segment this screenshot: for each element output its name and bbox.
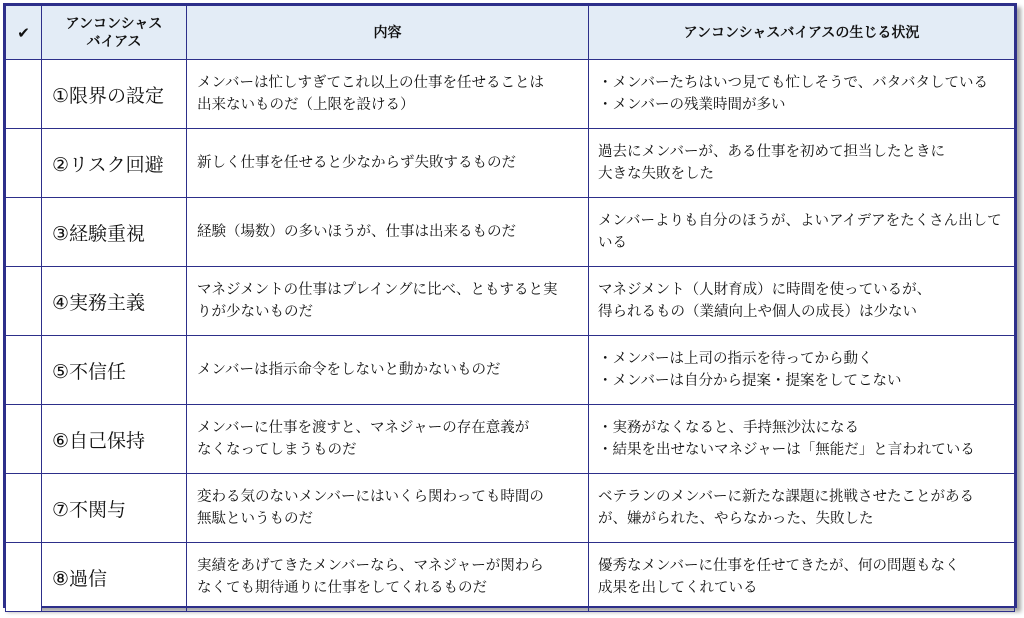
bias-name: ①限界の設定 [42,60,187,129]
bias-name: ⑧過信 [42,543,187,612]
checkmark-icon: ✔ [17,23,30,42]
table-row [6,543,1015,612]
bias-header-line2: バイアス [86,33,142,50]
bias-situation [589,60,1015,129]
table-row [6,60,1015,129]
situation-line: ・メンバーたちはいつ見ても忙しそうで、バタバタしている [598,75,989,91]
situation-line: ・結果を出せないマネジャーは「無能だ」と言われている [598,442,975,458]
bias-name: ③経験重視 [42,198,187,267]
check-cell[interactable] [6,198,42,267]
bias-content [187,543,589,612]
check-cell[interactable] [6,60,42,129]
bias-name: ②リスク回避 [42,129,187,198]
table-row [6,129,1015,198]
situation-line: 成果を出してくれている [598,580,758,596]
table-row [6,267,1015,336]
content-line: 経験（場数）の多いほうが、仕事は出来るものだ [197,224,516,240]
situation-line: メンバーよりも自分のほうが、よいアイデアをたくさん出して [598,213,1002,229]
check-cell[interactable] [6,129,42,198]
bias-content [187,60,589,129]
content-line: メンバーに仕事を渡すと、マネジャーの存在意義が [197,420,530,436]
content-line: 無駄というものだ [197,511,313,527]
content-line: 出来ないものだ（上限を設ける） [197,97,415,113]
situation-line: ・メンバーは自分から提案・提案をしてこない [598,373,902,389]
bias-content [187,405,589,474]
situation-line: 優秀なメンバーに仕事を任せてきたが、何の問題もなく [598,558,960,574]
situation-line: マネジメント（人財育成）に時間を使っているが、 [598,282,932,298]
bias-name: ⑦不関与 [42,474,187,543]
content-line: 変わる気のないメンバーにはいくら関わっても時間の [197,489,544,505]
bias-content [187,198,589,267]
bias-situation [589,267,1015,336]
situation-line: 得られるもの（業績向上や個人の成長）は少ない [598,304,917,320]
bias-column-header [42,6,187,60]
bias-situation [589,474,1015,543]
bias-situation [589,198,1015,267]
bias-content [187,267,589,336]
unconscious-bias-table [5,5,1015,612]
situation-line: が、嫌がられた、やらなかった、失敗した [598,511,874,527]
content-line: 実績をあげてきたメンバーなら、マネジャーが関わら [197,558,544,574]
check-cell[interactable] [6,543,42,612]
situation-column-header: アンコンシャスバイアスの生じる状況 [589,6,1015,60]
content-line: りが少ないものだ [197,304,313,320]
situation-line: ・メンバーは上司の指示を待ってから動く [598,351,873,367]
bias-situation [589,336,1015,405]
check-column-header [6,6,42,60]
content-line: メンバーは指示命令をしないと動かないものだ [197,362,501,378]
bias-table-frame [3,3,1017,608]
check-cell[interactable] [6,474,42,543]
check-cell[interactable] [6,336,42,405]
bias-situation [589,129,1015,198]
content-line: メンバーは忙しすぎてこれ以上の仕事を任せることは [197,75,544,91]
table-row [6,405,1015,474]
situation-line: 大きな失敗をした [598,166,714,182]
table-row [6,336,1015,405]
bias-situation [589,405,1015,474]
bias-content [187,474,589,543]
content-line: マネジメントの仕事はプレイングに比べ、ともすると実 [197,282,558,298]
situation-line: ・メンバーの残業時間が多い [598,97,786,113]
bias-header-line1: アンコンシャス [65,15,163,32]
bias-content [187,336,589,405]
content-line: 新しく仕事を任せると少なからず失敗するものだ [197,155,516,171]
bias-name: ④実務主義 [42,267,187,336]
content-line: なくても期待通りに仕事をしてくれるものだ [197,580,487,596]
table-row [6,474,1015,543]
content-line: なくなってしまうものだ [197,442,357,458]
situation-line: 過去にメンバーが、ある仕事を初めて担当したときに [598,144,945,160]
bias-situation [589,543,1015,612]
situation-line: ・実務がなくなると、手持無沙汰になる [598,420,859,436]
table-row [6,198,1015,267]
content-column-header: 内容 [187,6,589,60]
check-cell[interactable] [6,405,42,474]
situation-line: いる [598,235,627,251]
bias-content [187,129,589,198]
bias-name: ⑤不信任 [42,336,187,405]
table-header-row [6,6,1015,60]
bias-name: ⑥自己保持 [42,405,187,474]
situation-line: ベテランのメンバーに新たな課題に挑戦させたことがある [598,489,974,505]
check-cell[interactable] [6,267,42,336]
